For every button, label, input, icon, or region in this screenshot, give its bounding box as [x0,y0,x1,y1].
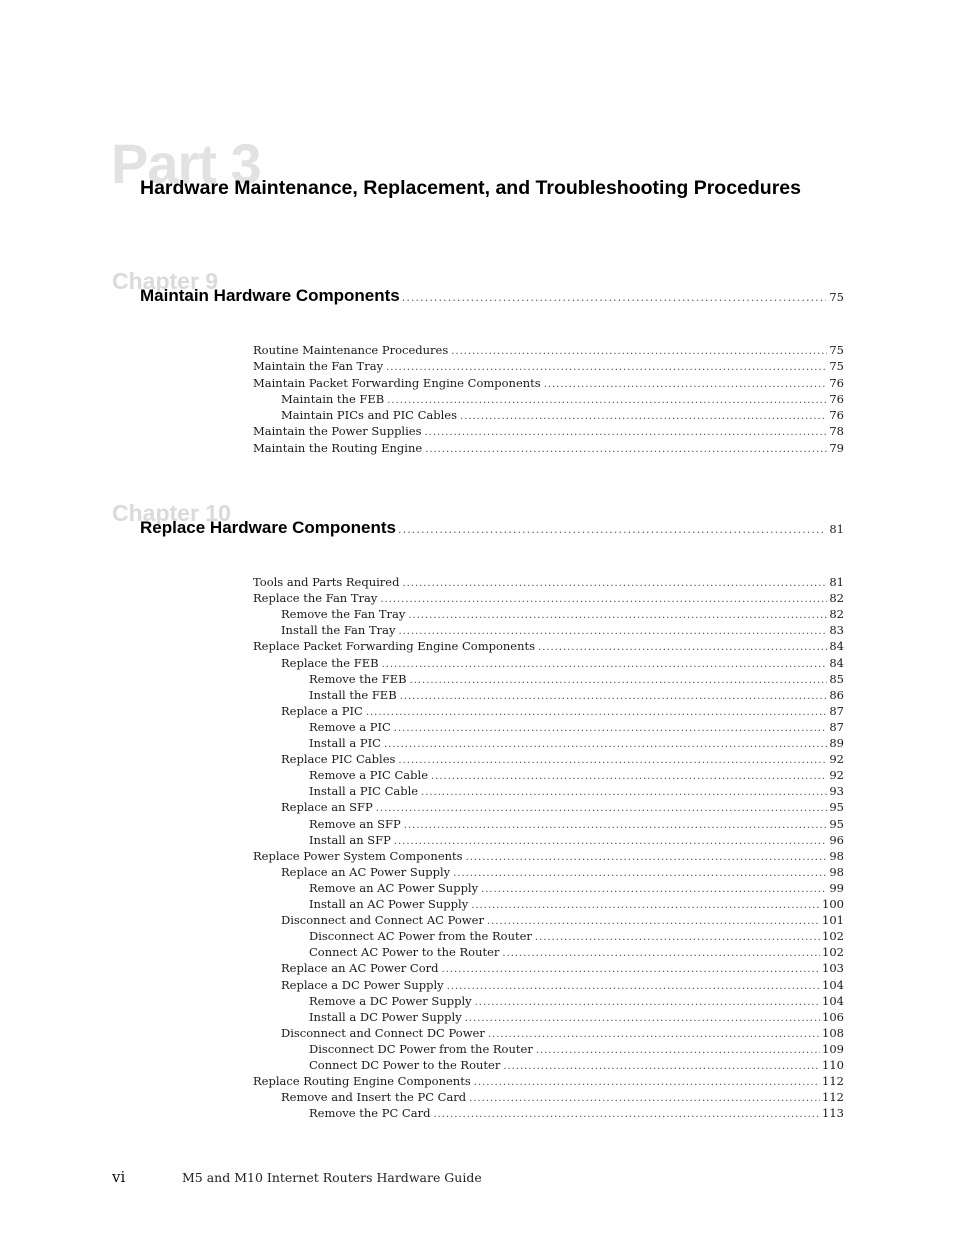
toc-entry-title: Replace Packet Forwarding Engine Components [253,639,536,654]
dot-leader [366,707,828,718]
dot-leader [402,291,827,304]
toc-entry-page: 84 [829,655,844,670]
toc-entry[interactable] [309,768,844,784]
dot-leader [488,1029,820,1040]
chapter-10-page: 81 [829,522,844,536]
dot-leader [398,523,826,536]
toc-entry[interactable] [309,688,844,704]
toc-entry[interactable] [281,978,844,994]
chapter-9-label: Chapter 9 [112,268,219,294]
toc-entry[interactable] [253,424,844,440]
toc-entry[interactable] [281,408,844,424]
toc-entry[interactable] [253,849,844,865]
toc-entry[interactable] [253,343,844,359]
toc-entry-title: Connect DC Power to the Router [309,1058,501,1072]
toc-entry-page: 76 [829,375,844,390]
chapter-10-heading[interactable] [140,518,844,540]
toc-entry-title: Install an AC Power Supply [309,897,469,911]
dot-leader [387,395,827,406]
toc-entry-title: Connect AC Power to the Router [309,945,500,960]
toc-entry-page: 108 [822,1025,844,1040]
dot-leader [536,1045,820,1056]
toc-entry-title: Disconnect AC Power from the Router [309,929,532,944]
toc-entry[interactable] [309,881,844,897]
toc-entry-page: 98 [829,848,844,863]
toc-entry-title: Remove a PIC Cable [309,768,428,783]
chapter-9-title: Maintain Hardware Components [140,286,400,305]
toc-entry-title: Maintain the Routing Engine [253,440,423,455]
dot-leader [384,739,827,750]
chapter-9-heading[interactable] [140,286,844,308]
toc-entry[interactable] [309,817,844,833]
toc-entry-page: 79 [829,440,844,455]
dot-leader [544,379,828,390]
toc-entry-title: Remove the FEB [309,671,407,686]
footer-book-title: M5 and M10 Internet Routers Hardware Guide [182,1170,482,1185]
toc-entry-page: 102 [822,945,844,960]
toc-entry-page: 100 [822,897,844,911]
toc-entry-title: Disconnect and Connect AC Power [281,913,484,928]
dot-leader [451,346,827,357]
toc-entry[interactable] [281,392,844,408]
toc-entry-page: 102 [822,929,844,944]
toc-entry-page: 76 [829,391,844,406]
dot-leader [502,948,820,959]
dot-leader [394,836,828,847]
toc-entry[interactable] [281,704,844,720]
toc-entry-title: Remove a PIC [309,719,391,734]
chapter-10-title: Replace Hardware Components [140,518,397,537]
dot-leader [408,610,827,621]
toc-entry[interactable] [281,1090,844,1106]
dot-leader [447,981,820,992]
toc-entry-page: 99 [829,880,844,895]
toc-entry-page: 110 [822,1058,844,1072]
dot-leader [404,820,828,831]
toc-entry-page: 78 [829,424,844,439]
dot-leader [460,411,827,422]
toc-entry-title: Install an SFP [309,832,391,847]
footer-page-number: vi [112,1168,126,1186]
toc-entry-page: 98 [829,864,844,879]
toc-entry[interactable] [253,575,844,591]
toc-entry-page: 92 [829,768,844,783]
dot-leader [400,691,828,702]
toc-entry[interactable] [309,897,844,913]
toc-entry-title: Remove a DC Power Supply [309,993,472,1008]
toc-entry-title: Disconnect and Connect DC Power [281,1025,485,1040]
toc-entry-title: Maintain PICs and PIC Cables [281,408,457,422]
toc-entry-page: 112 [822,1090,844,1105]
dot-leader [475,997,820,1008]
toc-entry-title: Routine Maintenance Procedures [253,343,449,357]
toc-entry[interactable] [253,591,844,607]
toc-entry-page: 81 [829,575,844,589]
toc-entry-page: 95 [829,816,844,831]
toc-entry-page: 89 [829,736,844,750]
toc-entry[interactable] [281,865,844,881]
toc-entry-page: 82 [829,591,844,606]
toc-entry-title: Replace the FEB [281,655,379,670]
toc-entry-title: Disconnect DC Power from the Router [309,1041,533,1056]
toc-entry-page: 92 [829,752,844,767]
dot-leader [410,675,828,686]
dot-leader [433,1109,820,1120]
dot-leader [398,626,827,637]
dot-leader [481,884,827,895]
toc-entry[interactable] [309,945,844,961]
dot-leader [431,771,827,782]
toc-entry-page: 109 [822,1041,844,1056]
toc-entry-page: 76 [829,408,844,422]
dot-leader [386,362,827,373]
toc-entry[interactable] [281,913,844,929]
dot-leader [469,1093,820,1104]
toc-entry-title: Maintain Packet Forwarding Engine Components [253,375,541,390]
dot-leader [442,964,821,975]
toc-entry-page: 83 [829,623,844,638]
toc-entry[interactable] [281,623,844,639]
toc-entry-title: Tools and Parts Required [253,575,400,589]
part-title: Hardware Maintenance, Replacement, and Troubleshooting Procedures [140,177,801,199]
toc-entry-title: Replace an AC Power Cord [281,961,439,976]
toc-entry-page: 112 [822,1074,844,1089]
dot-leader [425,427,828,438]
toc-entry-title: Replace Routing Engine Components [253,1074,471,1089]
toc-entry-title: Remove the PC Card [309,1106,431,1121]
toc-entry-page: 113 [822,1106,844,1121]
toc-entry-title: Replace a PIC [281,703,363,718]
dot-leader [398,755,827,766]
toc-entry-page: 86 [829,687,844,702]
toc-entry[interactable] [309,1106,844,1122]
toc-entry-title: Install a PIC [309,736,381,750]
toc-entry[interactable] [309,994,844,1010]
dot-leader [474,1077,820,1088]
dot-leader [382,659,828,670]
toc-entry-title: Maintain the FEB [281,391,385,406]
toc-entry[interactable] [309,1010,844,1026]
toc-entry[interactable] [253,1074,844,1090]
toc-entry[interactable] [309,736,844,752]
dot-leader [453,868,827,879]
dot-leader [538,642,827,653]
toc-entry[interactable] [253,359,844,375]
toc-entry-page: 104 [822,977,844,992]
toc-entry[interactable] [253,376,844,392]
toc-entry-title: Install a PIC Cable [309,784,419,799]
toc-entry[interactable] [281,961,844,977]
toc-entry-title: Remove the Fan Tray [281,607,406,622]
toc-entry-page: 101 [822,913,844,928]
toc-entry-title: Replace PIC Cables [281,752,396,767]
toc-entry[interactable] [281,607,844,623]
toc-entry-title: Replace an SFP [281,800,373,815]
toc-entry-page: 93 [829,784,844,799]
toc-entry-page: 75 [829,359,844,374]
toc-entry[interactable] [281,656,844,672]
toc-entry-title: Remove and Insert the PC Card [281,1090,467,1105]
toc-entry[interactable] [309,672,844,688]
toc-entry-page: 75 [829,343,844,357]
part-label: Part 3 [111,132,261,195]
dot-leader [421,787,827,798]
toc-entry-page: 85 [829,671,844,686]
toc-entry[interactable] [309,833,844,849]
toc-entry-title: Maintain the Power Supplies [253,424,422,439]
toc-entry-page: 87 [829,719,844,734]
toc-entry-title: Maintain the Fan Tray [253,359,384,374]
toc-entry[interactable] [253,441,844,457]
dot-leader [466,852,828,863]
toc-entry-page: 103 [822,961,844,976]
dot-leader [376,803,828,814]
toc-entry-title: Install the Fan Tray [281,623,396,638]
dot-leader [465,1013,820,1024]
toc-entry-title: Install the FEB [309,687,397,702]
toc-entry-page: 104 [822,993,844,1008]
dot-leader [487,916,820,927]
toc-entry-page: 87 [829,703,844,718]
toc-entry-page: 82 [829,607,844,622]
toc-entry[interactable] [281,1026,844,1042]
toc-entry[interactable] [281,800,844,816]
toc-entry-page: 106 [822,1009,844,1024]
toc-entry[interactable] [309,784,844,800]
toc-entry-title: Remove an AC Power Supply [309,880,479,895]
dot-leader [394,723,828,734]
toc-entry-title: Install a DC Power Supply [309,1009,462,1024]
dot-leader [380,594,827,605]
dot-leader [425,444,827,455]
toc-entry-title: Replace Power System Components [253,848,463,863]
toc-entry[interactable] [309,929,844,945]
toc-entry-page: 84 [829,639,844,654]
dot-leader [503,1061,820,1072]
toc-entry[interactable] [309,1058,844,1074]
dot-leader [471,900,820,911]
toc-entry-page: 95 [829,800,844,815]
toc-entry-title: Replace the Fan Tray [253,591,378,606]
chapter-10-label: Chapter 10 [112,500,231,526]
toc-entry[interactable] [253,639,844,655]
toc-entry-title: Replace an AC Power Supply [281,864,451,879]
toc-entry[interactable] [309,1042,844,1058]
toc-entry-page: 96 [829,832,844,847]
toc-entry-title: Remove an SFP [309,816,401,831]
toc-entry[interactable] [309,720,844,736]
toc-entry-title: Replace a DC Power Supply [281,977,444,992]
dot-leader [402,578,827,589]
chapter-9-page: 75 [829,290,844,304]
dot-leader [535,932,820,943]
toc-entry[interactable] [281,752,844,768]
